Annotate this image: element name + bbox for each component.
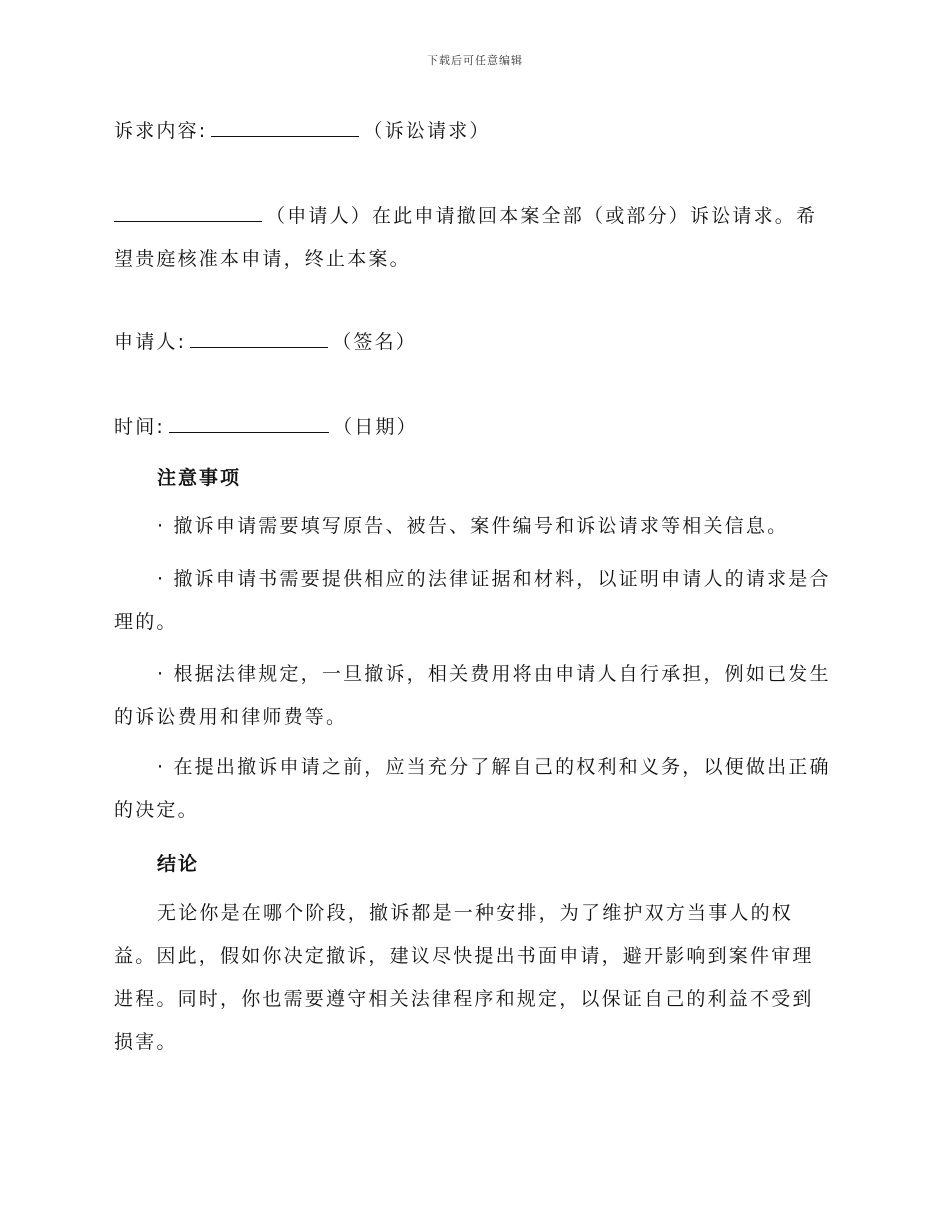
withdraw-applicant-blank[interactable] <box>114 220 262 222</box>
notes-title: 注意事项 <box>157 467 242 489</box>
notes-item-1: · 撤诉申请需要填写原告、被告、案件编号和诉讼请求等相关信息。 <box>157 515 789 537</box>
notes-item-4: · 在提出撤诉申请之前，应当充分了解自己的权利和义务，以便做出正确的决定。 <box>114 756 831 821</box>
conclusion-title: 结论 <box>157 853 200 875</box>
notes-item-2: · 撤诉申请书需要提供相应的法律证据和材料，以证明申请人的请求是合理的。 <box>114 568 831 633</box>
withdraw-line-cont <box>114 244 411 271</box>
claim-blank[interactable] <box>211 135 359 137</box>
claim-note: （诉讼请求） <box>363 120 491 142</box>
notes-item-3: · 根据法律规定，一旦撤诉，相关费用将由申请人自行承担，例如已发生的诉讼费用和律师费等。 <box>114 663 831 728</box>
claim-line <box>114 116 491 143</box>
conclusion-text: 无论你是在哪个阶段，撤诉都是一种安排，为了维护双方当事人的权益。因此，假如你决定撤诉，建议尽快提出书面申请，避开影响到案件审理进程。同时，你也需要遵守相关法律程序和规定，以保证自己的利益不受到损害。 <box>114 902 814 1053</box>
applicant-blank[interactable] <box>190 346 328 348</box>
page-header: 下载后可任意编辑 <box>427 54 523 67</box>
applicant-line <box>114 327 417 354</box>
withdraw-continuation: 望贵庭核准本申请，终止本案。 <box>114 248 411 270</box>
applicant-note: （签名） <box>332 331 418 353</box>
date-label: 时间: <box>114 416 166 438</box>
withdraw-note: （申请人）在此申请撤回本案全部（或部分）诉讼请求。希 <box>266 205 818 227</box>
date-blank[interactable] <box>169 431 329 433</box>
date-line <box>114 412 418 439</box>
withdraw-line <box>114 201 817 228</box>
applicant-label: 申请人: <box>114 331 187 353</box>
date-note: （日期） <box>333 416 418 438</box>
claim-label: 诉求内容: <box>114 120 208 142</box>
